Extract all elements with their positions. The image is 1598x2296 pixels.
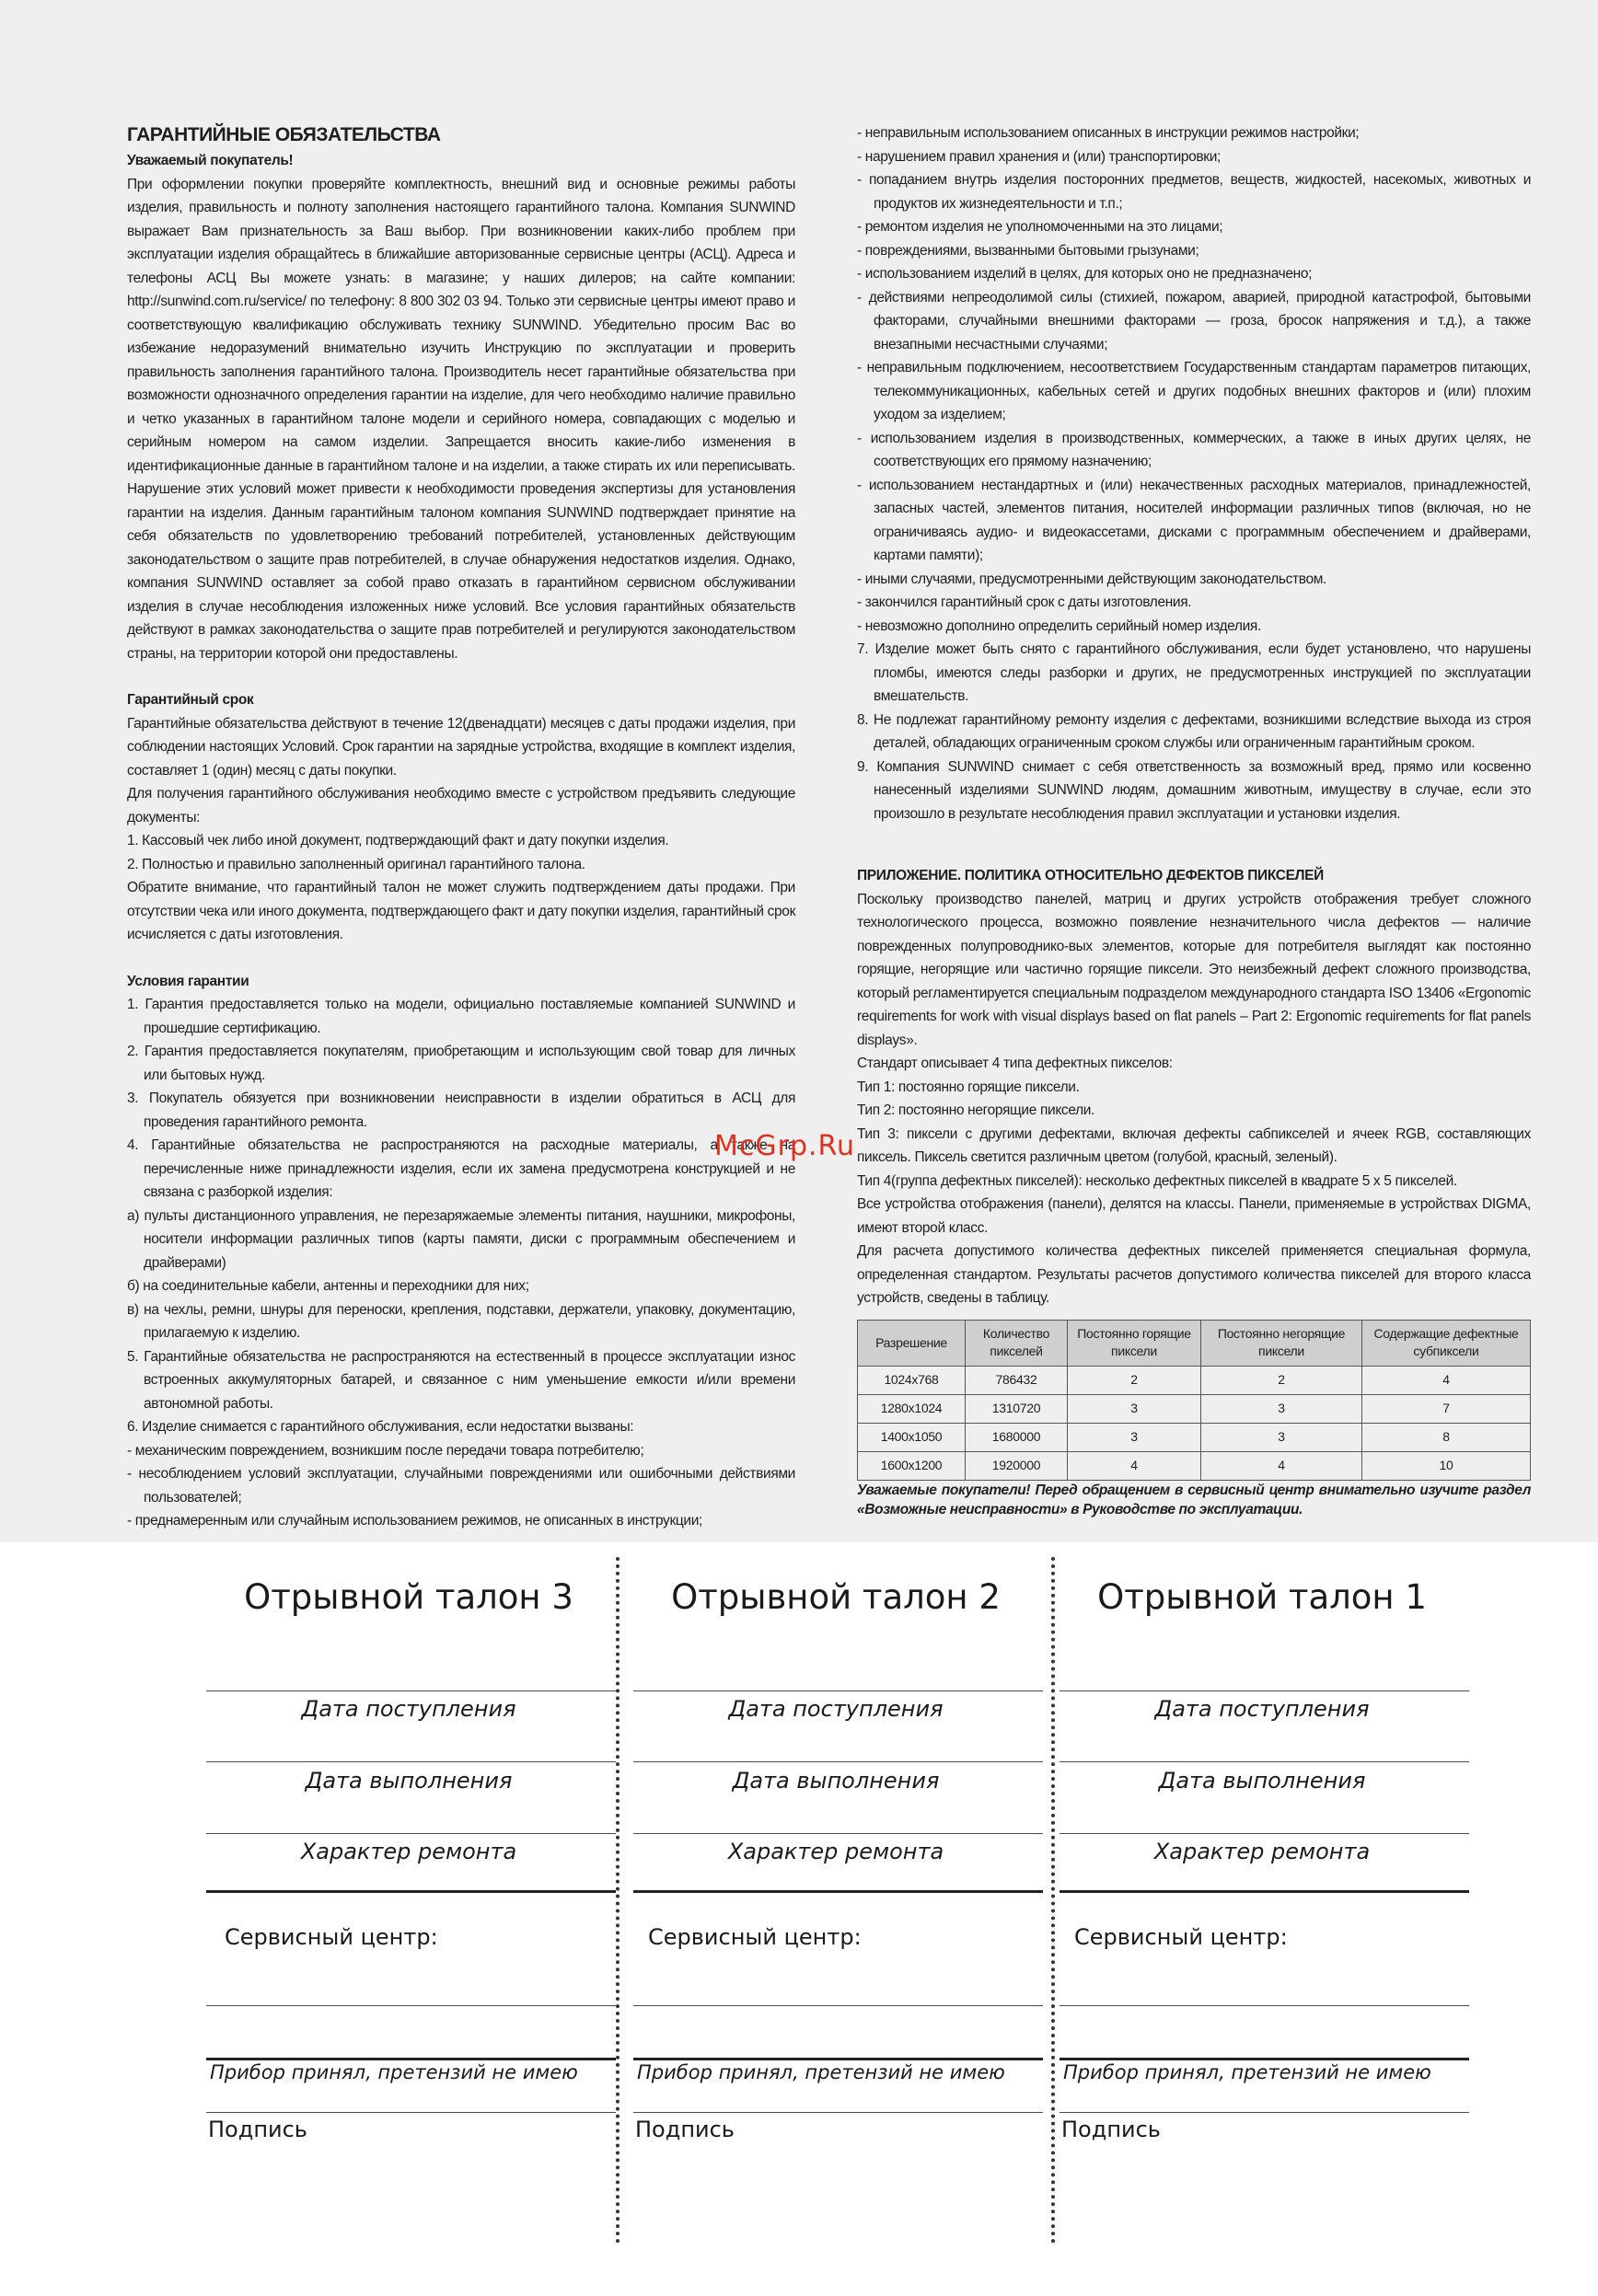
table-cell: 1600x1200: [858, 1451, 966, 1480]
exclusion-item: - использованием изделия в производственных, коммерческих, а также в иных других целях, не соответствующих его прямому назначению;: [857, 430, 1531, 469]
standard-line: Тип 4(группа дефектных пикселей): несколько дефектных пикселей в квадрате 5 х 5 пикселей.: [857, 1172, 1457, 1189]
divider: [1060, 2058, 1469, 2060]
table-cell: 4: [1362, 1366, 1531, 1394]
table-cell: 2: [1068, 1366, 1201, 1394]
exclusion-item: 9. Компания SUNWIND снимает с себя ответственность за возможный вред, прямо или косвенно нанесенный изделиями SUNWIND людям, домашним животным, имуществу в случае, если это произошло в результате несоблюдения правил эксплуатации и установки изделия.: [857, 758, 1531, 822]
condition-item: а) пульты дистанционного управления, не перезаряжаемые элементы питания, наушники, микрофоны, носители информации различных типов (карты памяти, диски с программным обеспечением и драйверами): [127, 1207, 795, 1271]
condition-item: б) на соединительные кабели, антенны и переходники для них;: [127, 1278, 529, 1294]
condition-item: 1. Гарантия предоставляется только на модели, официально поставляемые компанией SUNWIND и прошедшие сертификацию.: [127, 997, 795, 1036]
service-center-label: Сервисный центр:: [1074, 1924, 1288, 1950]
table-header: Содержащие дефектные субпиксели: [1362, 1320, 1531, 1366]
docs-paragraph: Для получения гарантийного обслуживания необходимо вместе с устройством предъявить следующие документы:: [127, 786, 795, 825]
condition-item: - несоблюдением условий эксплуатации, случайными повреждениями или ошибочными действиями пользователей;: [127, 1466, 795, 1506]
exclusion-item: - использованием изделий в целях, для которых оно не предназначено;: [857, 266, 1313, 282]
table-cell: 10: [1362, 1451, 1531, 1480]
condition-item: 2. Гарантия предоставляется покупателям, приобретающим и использующим свой товар для личных или бытовых нужд.: [127, 1044, 795, 1083]
divider: [206, 2058, 616, 2060]
received-date-field[interactable]: Дата поступления: [1154, 1696, 1370, 1722]
tear-off-stub-2: [633, 1542, 1043, 2260]
tear-off-stub-3: [206, 1542, 616, 2260]
condition-item: 4. Гарантийные обязательства не распространяются на расходные материалы, а также на перечисленные ниже принадлежности изделия, если их замена предусмотрена конструкцией и не связана с разборкой изделия:: [127, 1137, 795, 1200]
condition-item: в) на чехлы, ремни, шнуры для переноски, крепления, подставки, держатели, упаковку, документацию, прилагаемую к изделию.: [127, 1301, 795, 1341]
divider: [206, 1690, 616, 1691]
docs-item: 1. Кассовый чек либо иной документ, подтверждающий факт и дату покупки изделия.: [127, 833, 669, 848]
condition-item: 5. Гарантийные обязательства не распространяются на естественный в процессе эксплуатации износ встроенных аккумуляторных батарей, и связанное с ним уменьшение емкости и/или времени автономной работы.: [127, 1348, 795, 1412]
exclusion-item: 7. Изделие может быть снято с гарантийного обслуживания, если будет установлено, что нарушены пломбы, имеются следы разборки и других, не предусмотренных инструкцией по эксплуатации вмешательств.: [857, 641, 1531, 704]
divider: [206, 1761, 616, 1762]
divider: [1060, 1761, 1469, 1762]
table-row: [858, 1394, 1531, 1423]
table-cell: 1280x1024: [858, 1394, 966, 1423]
appendix-heading: ПРИЛОЖЕНИЕ. ПОЛИТИКА ОТНОСИТЕЛЬНО ДЕФЕКТОВ ПИКСЕЛЕЙ: [857, 868, 1324, 883]
docs-item: 2. Полностью и правильно заполненный оригинал гарантийного талона.: [127, 856, 585, 872]
right-column: [857, 121, 1531, 1519]
table-cell: 3: [1201, 1423, 1362, 1451]
table-header: Постоянно негорящие пиксели: [1201, 1320, 1362, 1366]
repair-type-field[interactable]: Характер ремонта: [300, 1839, 517, 1864]
divider: [206, 1833, 616, 1834]
attention-paragraph: Обратите внимание, что гарантийный талон не может служить подтверждением даты продажи. При отсутствии чека или иного документа, подтверждающего факт и дату покупки изделия, гарантийный срок исчисляется с даты изготовления.: [127, 880, 796, 942]
condition-item: 3. Покупатель обязуется при возникновении неисправности в изделии обратиться в АСЦ для проведения гарантийного ремонта.: [127, 1090, 795, 1130]
acceptance-statement: Прибор принял, претензий не имею: [210, 2061, 578, 2083]
pixel-defects-table: [857, 1320, 1531, 1481]
divider: [1060, 2005, 1469, 2006]
term-paragraph: Гарантийные обязательства действуют в течение 12(двенадцати) месяцев с даты продажи изделия, при соблюдении настоящих Условий. Срок гарантии на зарядные устройства, входящие в комплект изделия, составляет 1 (один) месяц с даты покупки.: [127, 715, 795, 779]
intro-paragraph: При оформлении покупки проверяйте комплектность, внешний вид и основные режимы работы изделия, правильность и полноту заполнения настоящего гарантийного талона. Компания SUNWIND выражает Вам признательность за Ваш выбор. При возникновении каких-либо проблем при эксплуатации изделия обращайтесь в ближайшие авторизованные сервисные центры (АСЦ). Адреса и телефоны АСЦ Вы можете узнать: в магазине; у наших дилеров; на сайте компании: http://sunwind.com.ru/service/ по телефону: 8 800 302 03 94. Только эти сервисные центры имеют право и соответствующую квалификацию обслуживать технику SUNWIND. Убедительно просим Вас во избежание недоразумений внимательно изучить Инструкцию по эксплуатации и проверить правильность заполнения гарантийного талона. Производитель несет гарантийные обязательства при возможности однозначного определения гарантии на изделие, для чего необходимо наличие правильно и четко указанных в гарантийном талоне модели и серийного номера, совпадающих с моделью и серийным номером на самом изделии. Запрещается вносить какие-либо изменения в идентификационные данные в гарантийном талоне и на изделии, а также стирать их или переписывать. Нарушение этих условий может привести к необходимости проведения экспертизы для установления гарантии на изделия. Данным гарантийным талоном компания SUNWIND подтверждает принятие на себя обязательств по удовлетворению требований потребителей, установленных действующим законодательством о защите прав потребителей, в случае обнаружения недостатков изделия. Однако, компания SUNWIND оставляет за собой право отказать в гарантийном сервисном обслуживании изделия в случае несоблюдения изложенных ниже условий. Все условия гарантийных обязательств действуют в рамках законодательства о защите прав потребителей и регулируются законодательством страны, на территории которой они предоставлены.: [127, 176, 795, 662]
exclusion-item: - иными случаями, предусмотренными действующим законодательством.: [857, 571, 1327, 587]
standard-line: Для расчета допустимого количества дефектных пикселей применяется специальная формула, определенная стандартом. Результаты расчетов допустимого количества пикселей для второго класса устройств, сведены в таблицу.: [857, 1243, 1531, 1306]
exclusion-item: 8. Не подлежат гарантийному ремонту изделия с дефектами, возникшими вследствие выхода из строя деталей, обладающих ограниченным сроком службы или ограниченным гарантийным сроком.: [857, 711, 1531, 751]
table-header: Разрешение: [858, 1320, 966, 1366]
greeting: Уважаемый покупатель!: [127, 153, 294, 168]
completed-date-field[interactable]: Дата выполнения: [1158, 1768, 1366, 1794]
table-cell: 7: [1362, 1394, 1531, 1423]
signature-label: Подпись: [208, 2117, 307, 2142]
exclusion-item: - неправильным использованием описанных в инструкции режимов настройки;: [857, 125, 1360, 141]
divider: [633, 1833, 1043, 1834]
table-cell: 4: [1068, 1451, 1201, 1480]
completed-date-field[interactable]: Дата выполнения: [732, 1768, 940, 1794]
divider: [633, 1761, 1043, 1762]
left-column: [127, 121, 795, 1533]
divider: [206, 1890, 616, 1893]
table-cell: 1310720: [966, 1394, 1068, 1423]
acceptance-statement: Прибор принял, претензий не имею: [1063, 2061, 1431, 2083]
divider: [206, 2005, 616, 2006]
stub-title: Отрывной талон 2: [671, 1577, 1001, 1617]
signature-label: Подпись: [635, 2117, 735, 2142]
divider: [1060, 2112, 1469, 2113]
received-date-field[interactable]: Дата поступления: [728, 1696, 944, 1722]
tear-off-stub-1: [1060, 1542, 1469, 2260]
condition-item: - преднамеренным или случайным использованием режимов, не описанных в инструкции;: [127, 1513, 702, 1529]
table-row: [858, 1366, 1531, 1394]
table-cell: 786432: [966, 1366, 1068, 1394]
divider: [1060, 1833, 1469, 1834]
table-cell: 3: [1068, 1423, 1201, 1451]
table-header: Количество пикселей: [966, 1320, 1068, 1366]
table-cell: 3: [1068, 1394, 1201, 1423]
exclusion-item: - закончился гарантийный срок с даты изготовления.: [857, 594, 1192, 610]
divider: [1060, 1890, 1469, 1893]
conditions-heading: Условия гарантии: [127, 973, 249, 989]
divider: [633, 2058, 1043, 2060]
table-row: [858, 1423, 1531, 1451]
table-row: [858, 1451, 1531, 1480]
exclusion-item: - невозможно дополнино определить серийный номер изделия.: [857, 617, 1261, 634]
warranty-title: ГАРАНТИЙНЫЕ ОБЯЗАТЕЛЬСТВА: [127, 124, 441, 145]
table-cell: 2: [1201, 1366, 1362, 1394]
table-cell: 1680000: [966, 1423, 1068, 1451]
exclusion-item: - повреждениями, вызванными бытовыми грызунами;: [857, 242, 1199, 259]
term-heading: Гарантийный срок: [127, 692, 254, 708]
service-center-label: Сервисный центр:: [648, 1924, 862, 1950]
repair-type-field[interactable]: Характер ремонта: [727, 1839, 944, 1864]
exclusion-item: - неправильным подключением, несоответствием Государственным стандартам параметров питающих, телекоммуникационных, кабельных сетей и других подобных внешних факторов и (или) плохим уходом за изделием;: [857, 360, 1531, 422]
appendix-paragraph: Поскольку производство панелей, матриц и других устройств отображения требует сложного технологического процесса, возможно появление незначительного числа дефектов — наличие поврежденных полупроводнико-вых элементов, которые для потребителя выглядят как постоянно горящие, негорящие или частично горящие пиксели. Это неизбежный дефект сложного производства, который регламентируется специальным подразделом международного стандарта ISO 13406 «Ergonomic requirements for work with visual displays based on flat panels – Part 2: Ergonomic requirements for flat panels displays».: [857, 891, 1531, 1048]
stub-title: Отрывной талон 1: [1097, 1577, 1427, 1617]
exclusion-item: - использованием нестандартных и (или) некачественных расходных материалов, принадлежностей, запасных частей, элементов питания, носителей информации различных типов (включая, но не ограничиваясь аудио- и видеокассетами, дисками с программным обеспечением и драйверами, картами памяти);: [857, 477, 1531, 563]
repair-type-field[interactable]: Характер ремонта: [1153, 1839, 1371, 1864]
standard-line: Тип 2: постоянно негорящие пиксели.: [857, 1102, 1095, 1118]
table-cell: 1920000: [966, 1451, 1068, 1480]
table-cell: 1400x1050: [858, 1423, 966, 1451]
standard-line: Тип 3: пиксели с другими дефектами, включая дефекты сабпикселей и ячеек RGB, составляющих пиксель. Пиксель светится различным цветом (голубой, красный, зеленый).: [857, 1125, 1531, 1165]
exclusion-item: - действиями непреодолимой силы (стихией, пожаром, аварией, природной катастрофой, бытовыми факторами, случайными внешними факторами — гроза, бросок напряжения и т.д.), а также внезапными несчастными случаями;: [857, 289, 1531, 352]
received-date-field[interactable]: Дата поступления: [301, 1696, 516, 1722]
watermark: McGrp.Ru: [714, 1130, 856, 1162]
signature-label: Подпись: [1061, 2117, 1161, 2142]
exclusion-item: - ремонтом изделия не уполномоченными на это лицами;: [857, 219, 1223, 235]
standard-line: Все устройства отображения (панели), делятся на классы. Панели, применяемые в устройствах DIGMA, имеют второй класс.: [857, 1196, 1531, 1236]
table-cell: 8: [1362, 1423, 1531, 1451]
divider: [633, 2005, 1043, 2006]
table-cell: 1024x768: [858, 1366, 966, 1394]
condition-item: - механическим повреждением, возникшим после передачи товара потребителю;: [127, 1442, 644, 1459]
condition-item: 6. Изделие снимается с гарантийного обслуживания, если недостатки вызваны:: [127, 1419, 634, 1435]
acceptance-statement: Прибор принял, претензий не имею: [637, 2061, 1005, 2083]
table-cell: 4: [1201, 1451, 1362, 1480]
table-cell: 3: [1201, 1394, 1362, 1423]
divider: [633, 1890, 1043, 1893]
completed-date-field[interactable]: Дата выполнения: [305, 1768, 513, 1794]
table-header: Постоянно горящие пиксели: [1068, 1320, 1201, 1366]
table-header-row: [858, 1320, 1531, 1366]
tear-line: [616, 1557, 620, 2244]
service-center-label: Сервисный центр:: [225, 1924, 438, 1950]
divider: [206, 2112, 616, 2113]
exclusion-item: - попаданием внутрь изделия посторонних предметов, веществ, жидкостей, насекомых, животных и продуктов их жизнедеятельности и т.п.;: [857, 172, 1531, 212]
exclusion-item: - нарушением правил хранения и (или) транспортировки;: [857, 148, 1221, 165]
divider: [1060, 1690, 1469, 1691]
divider: [633, 2112, 1043, 2113]
customer-note: Уважаемые покупатели! Перед обращением в сервисный центр внимательно изучите раздел «Возможные неисправности» в Руководстве по эксплуатации.: [857, 1482, 1531, 1517]
tear-line: [1051, 1557, 1055, 2244]
standard-line: Стандарт описывает 4 типа дефектных пикселов:: [857, 1056, 1173, 1071]
standard-line: Тип 1: постоянно горящие пиксели.: [857, 1079, 1080, 1095]
stub-title: Отрывной талон 3: [244, 1577, 573, 1617]
divider: [633, 1690, 1043, 1691]
